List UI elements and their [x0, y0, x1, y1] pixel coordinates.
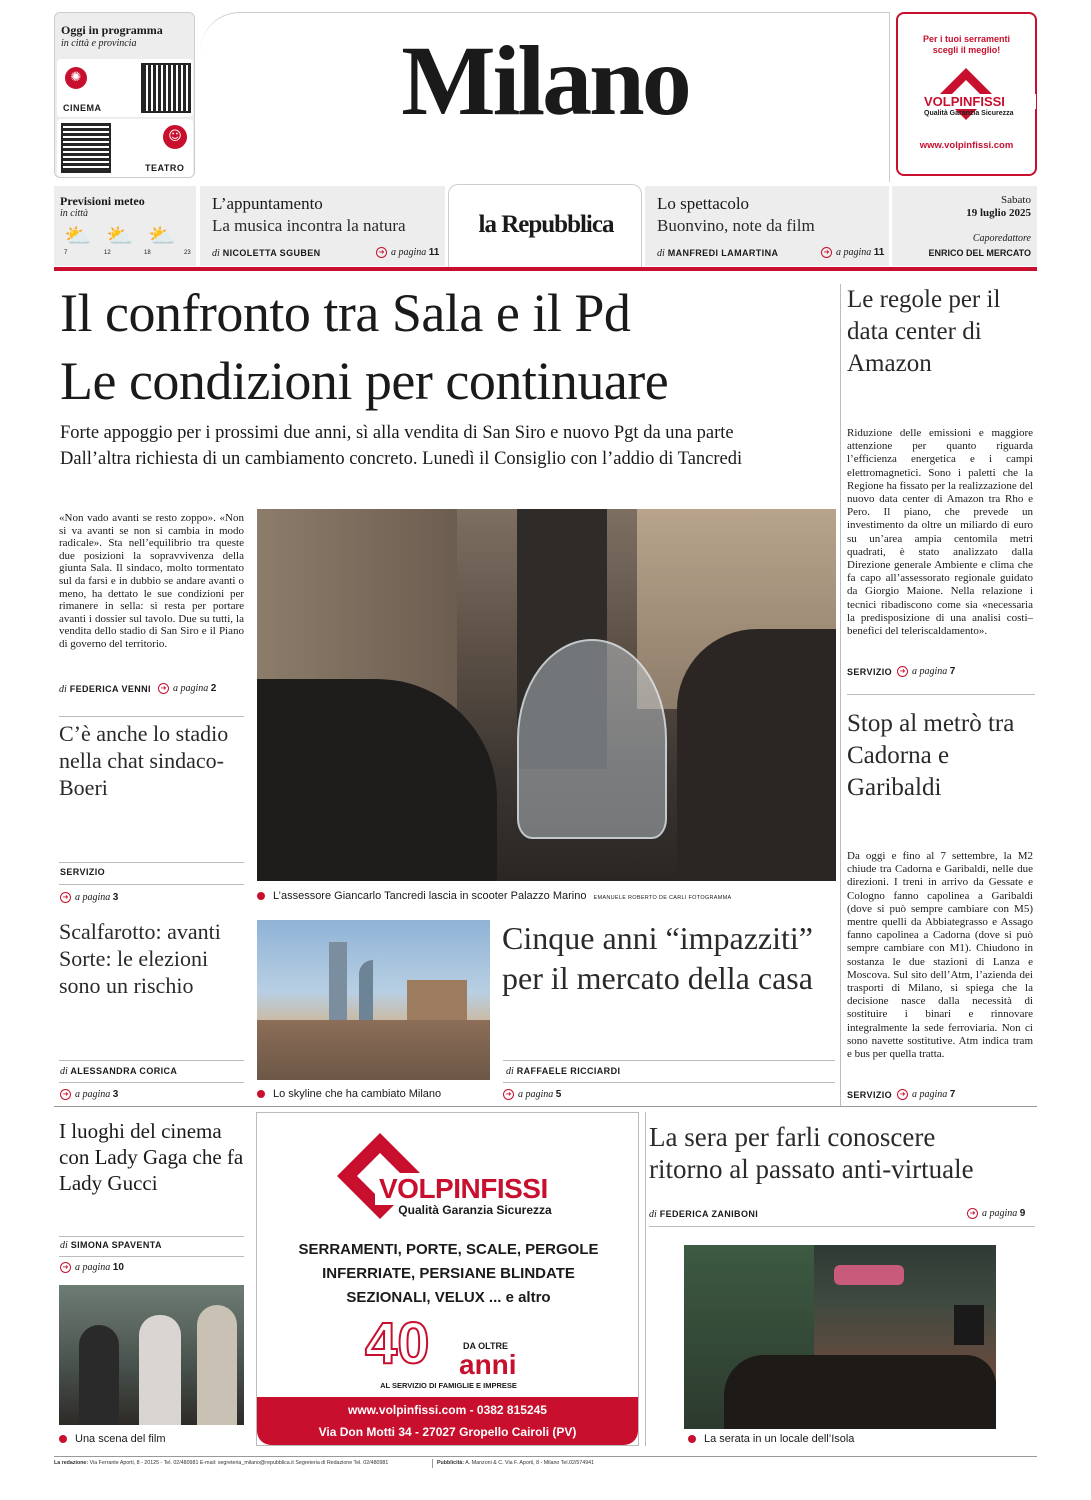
photo-windshield: [517, 639, 667, 839]
divider: [59, 862, 244, 863]
arrow-right-icon: ➜: [60, 892, 71, 903]
lead-headline-2[interactable]: Le condizioni per continuare: [60, 351, 669, 411]
sera-photo: [684, 1245, 996, 1429]
amazon-body: Riduzione delle emissioni e maggiore attenzione per quanto riguarda l’efficienza energetica e i campi elettromagnetici. Sono i paletti che la Regione ha fissato per la realizzazione del nuovo data center di Amazon tra Rho e Pero. Il piano, che prevede un investimento da oltre un miliardo di euro su un’area ampia centomila metri quadrati, è stato analizzato dalla Direzione generale Ambiente e clima che fa capo all’assessorato regionale guidato da Giorgio Maione. Nella relazione i tecnici ribadiscono come sia «necessaria la predisposizione di una analisi costi–benefici del teleriscaldamento».: [847, 427, 1033, 638]
scalfarotto-headline[interactable]: Scalfarotto: avanti Sorte: le elezioni sono un rischio: [59, 919, 221, 998]
ad-mid-contact[interactable]: www.volpinfissi.com - 0382 815245: [348, 1403, 547, 1417]
divider: [503, 1060, 835, 1061]
arrow-right-icon: ➜: [60, 1262, 71, 1273]
scalfarotto-page-ref[interactable]: ➜ a pagina 3: [60, 1089, 118, 1100]
appuntamento-kicker: L’appuntamento: [212, 194, 323, 213]
photo-roofs: [257, 1020, 490, 1080]
casa-page-ref[interactable]: ➜ a pagina 5: [503, 1089, 561, 1100]
arrow-right-icon: ➜: [376, 247, 387, 258]
caption-bullet-icon: [257, 1090, 265, 1098]
arrow-right-icon: ➜: [897, 666, 908, 677]
ad-top-line2: scegli il meglio!: [932, 45, 1001, 55]
ad-mid-address: Via Don Motti 34 - 27027 Gropello Cairoli (PV): [318, 1425, 577, 1439]
divider: [59, 1060, 244, 1061]
sun-cloud-icon: ⛅: [106, 224, 134, 249]
ad-top[interactable]: [896, 12, 1037, 176]
ad-mid-daoltre: DA OLTRE: [463, 1341, 508, 1351]
divider: [847, 694, 1035, 695]
amazon-headline[interactable]: Le regole per il data center di Amazon: [847, 286, 1001, 377]
footer-rule: [54, 1456, 1037, 1457]
meteo-subtitle: in città: [60, 208, 89, 219]
date-date: 19 luglio 2025: [966, 207, 1031, 219]
photo-figure: [79, 1325, 119, 1425]
date-box: [892, 186, 1037, 266]
repubblica-box: [448, 184, 642, 268]
stadio-label: SERVIZIO: [60, 867, 106, 877]
stadio-headline[interactable]: C’è anche lo stadio nella chat sindaco-Boeri: [59, 721, 229, 800]
photo-crowd: [724, 1355, 996, 1429]
meteo-box: [54, 186, 196, 266]
ad-mid-anni: anni: [459, 1349, 517, 1380]
lead-byline: di FEDERICA VENNI: [59, 684, 151, 695]
divider: [59, 1256, 244, 1257]
photo-sign: [834, 1265, 904, 1285]
arrow-right-icon: ➜: [897, 1089, 908, 1100]
arrow-right-icon: ➜: [503, 1089, 514, 1100]
section-divider: [54, 1106, 1037, 1107]
ad-mid-brand: VOLPINFISSI: [375, 1173, 552, 1205]
lead-sub-1: Forte appoggio per i prossimi due anni, sì alla vendita di San Siro e nuovo Pgt da una parte: [60, 423, 734, 443]
lead-sub-2: Dall’altra richiesta di un cambiamento concreto. Lunedì il Consiglio con l’addio di Tancredi: [60, 449, 743, 469]
meteo-hour: 18: [144, 250, 151, 256]
sun-cloud-icon: ⛅: [64, 224, 92, 249]
scalfarotto-byline: di ALESSANDRA CORICA: [60, 1066, 178, 1077]
ad-top-brand: VOLPINFISSI: [924, 94, 1036, 109]
amazon-page-ref[interactable]: ➜ a pagina 7: [897, 666, 955, 677]
meteo-hour: 23: [184, 250, 191, 256]
sera-byline: di FEDERICA ZANIBONI: [649, 1209, 759, 1220]
photo-figure: [139, 1315, 181, 1425]
metro-label: SERVIZIO: [847, 1090, 893, 1100]
sera-page-ref[interactable]: ➜ a pagina 9: [967, 1208, 1025, 1219]
programma-title: Oggi in programma: [61, 23, 163, 37]
ad-mid-tagline: Qualità Garanzia Sicurezza: [398, 1203, 552, 1217]
spettacolo-byline: di MANFREDI LAMARTINA: [657, 248, 779, 259]
ad-top-url[interactable]: www.volpinfissi.com: [919, 140, 1014, 151]
photo-crowd-left: [257, 679, 497, 881]
photo-figure: [197, 1305, 237, 1425]
theater-mask-icon: ☺: [163, 125, 187, 149]
sera-headline-2[interactable]: ritorno al passato anti-virtuale: [649, 1154, 974, 1184]
weather-icons: [64, 224, 194, 258]
cinema-label: CINEMA: [63, 103, 102, 113]
spettacolo-kicker: Lo spettacolo: [657, 194, 750, 213]
ad-mid-number: 40: [365, 1311, 430, 1376]
footer-redazione: La redazione: Via Ferrante Aporti, 8 - 20125 - Tel. 02/480981 E-mail: segreteria_milano@repubblica.it Segreteria di Redazione Tel. 02/480981: [54, 1460, 389, 1466]
photo-tower: [329, 942, 347, 1032]
ad-mid-line3: SEZIONALI, VELUX ... e altro: [346, 1289, 551, 1306]
cinema-byline: di SIMONA SPAVENTA: [60, 1240, 162, 1251]
film-photo: [59, 1285, 244, 1425]
cinema-page-ref[interactable]: ➜ a pagina 10: [60, 1262, 124, 1273]
ad-mid[interactable]: [256, 1112, 639, 1446]
casa-headline-2[interactable]: per il mercato della casa: [502, 960, 813, 996]
caption-bullet-icon: [59, 1435, 67, 1443]
meteo-title: Previsioni meteo: [60, 194, 145, 208]
date-day: Sabato: [1001, 194, 1031, 206]
amazon-label: SERVIZIO: [847, 667, 893, 677]
divider: [649, 1226, 1035, 1227]
programma-box: [54, 12, 195, 178]
skyline-photo: [257, 920, 490, 1080]
ad-mid-servizio: AL SERVIZIO DI FAMIGLIE E IMPRESE: [380, 1381, 517, 1390]
column-divider: [840, 284, 841, 1106]
date-role: Caporedattore: [972, 233, 1031, 244]
photo-crowd-right: [677, 629, 836, 881]
metro-headline[interactable]: Stop al metrò tra Cadorna e Garibaldi: [847, 710, 1015, 801]
spettacolo-page-ref[interactable]: ➜ a pagina 11: [821, 247, 884, 258]
ad-mid-line1: SERRAMENTI, PORTE, SCALE, PERGOLE: [298, 1241, 599, 1258]
caption-bullet-icon: [688, 1435, 696, 1443]
sera-headline-1[interactable]: La sera per farli conoscere: [649, 1122, 936, 1152]
sera-caption: La serata in un locale dell’Isola: [688, 1433, 854, 1445]
appuntamento-title: La musica incontra la natura: [212, 216, 406, 235]
programma-subtitle: in città e provincia: [61, 38, 137, 49]
qr-code-icon[interactable]: [63, 125, 109, 171]
header-red-rule: [54, 267, 1037, 271]
arrow-right-icon: ➜: [158, 683, 169, 694]
date-name: ENRICO DEL MERCATO: [928, 248, 1031, 258]
teatro-label: TEATRO: [145, 163, 185, 173]
ad-top-tagline: Qualità Garanzia Sicurezza: [924, 110, 1014, 117]
masthead-title: Milano: [401, 25, 689, 136]
cinema-headline[interactable]: I luoghi del cinema con Lady Gaga che fa Lady Gucci: [59, 1119, 244, 1195]
appuntamento-page-ref[interactable]: ➜ a pagina 11: [376, 247, 439, 258]
arrow-right-icon: ➜: [967, 1208, 978, 1219]
metro-body: Da oggi e fino al 7 settembre, la M2 chiude tra Cadorna e Garibaldi, nelle due direzioni. I treni in arrivo da Gessate e Cologno fanno capolinea a Garibaldi (dove si può sempre cambiare con M5) mentre quelli da Abbiategrasso e Assago fanno capolinea a Cadorna (dove si può sempre cambiare con M1). Chiudono in sostanza le due stazioni di Lanza e Moscova. Sul sito dell’Atm, l’azienda dei trasporti di Milano, si spiega che la decisione nasce dalla necessità di sostituire i binari e rinnovare integralmente la sede ferroviaria. Non ci sono navette sostitutive. Atm indica tram e bus per quella tratta.: [847, 850, 1033, 1061]
divider: [59, 716, 244, 717]
skyline-caption: Lo skyline che ha cambiato Milano: [257, 1088, 441, 1100]
programma-teatro-card[interactable]: [57, 119, 193, 177]
casa-headline-1[interactable]: Cinque anni “impazziti”: [502, 920, 813, 956]
meteo-hour: 7: [64, 250, 68, 256]
programma-cinema-card[interactable]: [57, 59, 193, 117]
masthead-box: [200, 12, 890, 182]
lead-page-ref[interactable]: ➜ a pagina 2: [158, 683, 216, 694]
photo-chalkboard: [954, 1305, 984, 1345]
casa-byline: di RAFFAELE RICCIARDI: [506, 1066, 621, 1077]
stadio-page-ref[interactable]: ➜ a pagina 3: [60, 892, 118, 903]
lead-body: «Non vado avanti se resto zoppo». «Non si va avanti se non si cambia in modo radicale». Sta nell’equilibrio tra queste due posizioni la sopravvivenza della giunta Sala. Il sindaco, molto tormentato sul da farsi e in dubbio se andare avanti o meno, ha dettato le sue condizioni per rimanere in sella: si resta per portare avanti i dossier sul tavolo. Due su tutti, la vendita dello stadio di San Siro e il Piano di governo del territorio.: [59, 512, 244, 650]
film-caption: Una scena del film: [59, 1433, 166, 1445]
lead-caption: L’assessore Giancarlo Tancredi lascia in scooter Palazzo Marino EMANUELE ROBERTO DE CARLI FOTOGRAMMA: [257, 890, 837, 902]
ad-top-line1: Per i tuoi serramenti: [922, 34, 1011, 44]
divider: [59, 884, 244, 885]
appuntamento-byline: di NICOLETTA SGUBEN: [212, 248, 321, 259]
lead-photo: [257, 509, 836, 881]
ad-mid-footer: [257, 1397, 638, 1445]
spettacolo-box[interactable]: [645, 186, 889, 266]
divider: [59, 1236, 244, 1237]
appuntamento-box[interactable]: [200, 186, 445, 266]
footer-pubblicita: Pubblicità: A. Manzoni & C. Via F. Aporti, 8 - Milano Tel.02/574941: [437, 1460, 595, 1466]
footer-separator: [432, 1459, 433, 1468]
caption-bullet-icon: [257, 892, 265, 900]
meteo-hour: 12: [104, 250, 111, 256]
arrow-right-icon: ➜: [60, 1089, 71, 1100]
divider: [503, 1082, 835, 1083]
sun-cloud-icon: ⛅: [148, 224, 176, 249]
ad-mid-line2: INFERRIATE, PERSIANE BLINDATE: [322, 1265, 575, 1282]
repubblica-logo: la Repubblica: [478, 211, 614, 238]
column-divider: [645, 1112, 646, 1446]
film-reel-icon: ✺: [65, 67, 87, 89]
divider: [59, 1082, 244, 1083]
lead-headline-1[interactable]: Il confronto tra Sala e il Pd: [60, 283, 631, 343]
spettacolo-title: Buonvino, note da film: [657, 216, 815, 235]
metro-page-ref[interactable]: ➜ a pagina 7: [897, 1089, 955, 1100]
arrow-right-icon: ➜: [821, 247, 832, 258]
qr-code-icon[interactable]: [143, 65, 189, 111]
